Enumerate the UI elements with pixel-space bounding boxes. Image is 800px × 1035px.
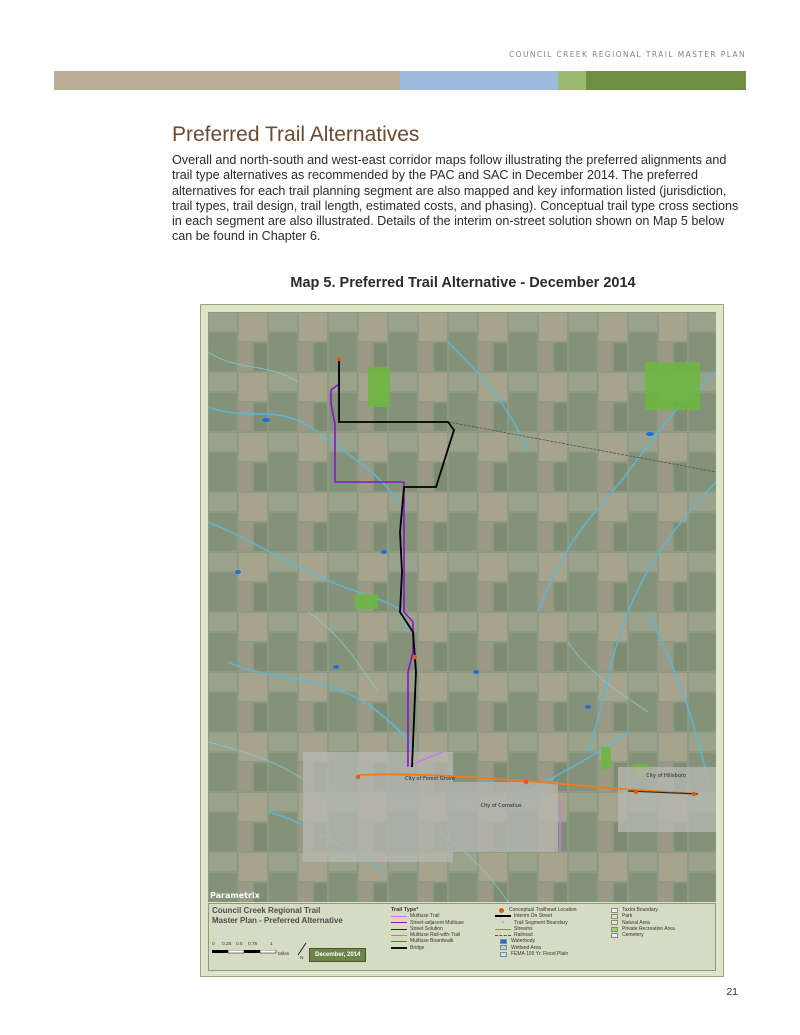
legend-label: Conceptual Trailhead Location	[509, 907, 577, 913]
segment-boundary-icon: ×	[501, 919, 505, 926]
legend-box-swatch	[611, 927, 618, 932]
railroad-line-icon	[495, 935, 511, 936]
scale-unit: Miles	[278, 952, 290, 957]
legend-title-line2: Master Plan - Preferred Alternative	[212, 916, 343, 925]
legend-trail-type-row	[391, 945, 464, 951]
legend-landuse-row	[611, 932, 675, 938]
header-band-dark-green	[586, 71, 746, 90]
parametrix-logo: Parametrix	[210, 891, 260, 900]
legend-label: Private Recreation Area	[622, 925, 675, 932]
scale-tick-1: 0.25	[222, 942, 232, 947]
legend-features	[495, 907, 577, 957]
label-forest-grove: City of Forest Grove	[405, 776, 455, 782]
header-band-tan	[54, 71, 400, 90]
legend-label: Multiuse Rail-with-Trail	[410, 932, 461, 939]
header-band-blue	[400, 71, 558, 90]
legend-label: Street-adjacent Multiuse	[410, 919, 464, 926]
map-figure	[200, 304, 724, 977]
legend-label: Multiuse Trail	[410, 913, 440, 920]
map-legend	[208, 903, 716, 971]
legend-label: Taxlot Boundary	[622, 907, 658, 913]
legend-box-swatch	[500, 952, 507, 957]
date-badge: December, 2014	[309, 948, 366, 962]
legend-line-swatch	[391, 935, 407, 936]
north-arrow-icon	[296, 942, 308, 956]
page-number: 21	[726, 986, 738, 998]
legend-line-swatch	[495, 929, 511, 930]
scale-tick-0: 0	[212, 942, 215, 947]
running-header: COUNCIL CREEK REGIONAL TRAIL MASTER PLAN	[509, 50, 746, 59]
header-band-light-green	[558, 71, 586, 90]
label-hillsboro: City of Hillsboro	[646, 773, 686, 779]
section-title: Preferred Trail Alternatives	[172, 123, 420, 146]
trailhead-dot-icon	[499, 908, 504, 913]
legend-box-swatch	[500, 945, 507, 950]
legend-box-swatch	[500, 939, 507, 944]
legend-label: Interim On Street	[514, 913, 553, 920]
legend-line-swatch	[391, 947, 407, 949]
legend-box-swatch	[611, 908, 618, 913]
north-letter: N	[300, 956, 304, 961]
map-caption: Map 5. Preferred Trail Alternative - December 2014	[290, 275, 636, 291]
legend-label: Street Solution	[410, 925, 443, 932]
scale-bar-graphic	[212, 950, 278, 955]
legend-label: Bridge	[410, 944, 425, 951]
legend-line-swatch	[495, 915, 511, 917]
legend-label: Natural Area	[622, 919, 650, 926]
legend-label: Streams	[514, 925, 533, 932]
legend-box-swatch	[611, 914, 618, 919]
legend-feature-row	[495, 951, 577, 957]
legend-label: FEMA 100 Yr. Flood Plain	[511, 951, 569, 958]
legend-label: Trail Segment Boundary	[514, 919, 568, 926]
legend-feature-row	[495, 920, 577, 926]
scale-bar	[212, 942, 312, 966]
legend-label: Park	[622, 913, 633, 920]
legend-line-swatch	[391, 916, 407, 917]
legend-title	[212, 906, 362, 926]
legend-label: Railroad	[514, 932, 533, 939]
label-cornelius: City of Cornelius	[480, 803, 522, 809]
legend-box-swatch	[611, 920, 618, 925]
legend-landuse	[611, 907, 675, 938]
scale-tick-3: 0.75	[248, 942, 258, 947]
legend-label: Waterbody	[511, 938, 535, 945]
aerial-map	[208, 312, 716, 902]
legend-label: Cemetery	[622, 932, 644, 939]
legend-line-swatch	[391, 929, 407, 930]
legend-line-swatch	[391, 922, 407, 923]
intro-paragraph: Overall and north-south and west-east corridor maps follow illustrating the preferred alignments and trail type alternatives as recommended by the PAC and SAC in December 2014. The preferred alternatives for each trail planning segment are also mapped and key information listed (jurisdiction, trail types, trail design, trail length, estimated costs, and phasing). Conceptual trail type cross sections in each segment are also illustrated. Details of the interim on-street solution shown on Map 5 below can be found in Chapter 6.	[172, 153, 739, 244]
scale-tick-2: 0.5	[236, 942, 243, 947]
legend-label: Wetland Area	[511, 944, 541, 951]
legend-trail-type-header: Trail Type*	[391, 907, 419, 913]
legend-line-swatch	[391, 941, 407, 942]
legend-title-line1: Council Creek Regional Trail	[212, 906, 321, 915]
scale-tick-4: 1	[270, 942, 273, 947]
legend-box-swatch	[611, 933, 618, 938]
legend-label: Multiuse Boardwalk	[410, 938, 454, 945]
legend-trail-types	[391, 907, 464, 951]
